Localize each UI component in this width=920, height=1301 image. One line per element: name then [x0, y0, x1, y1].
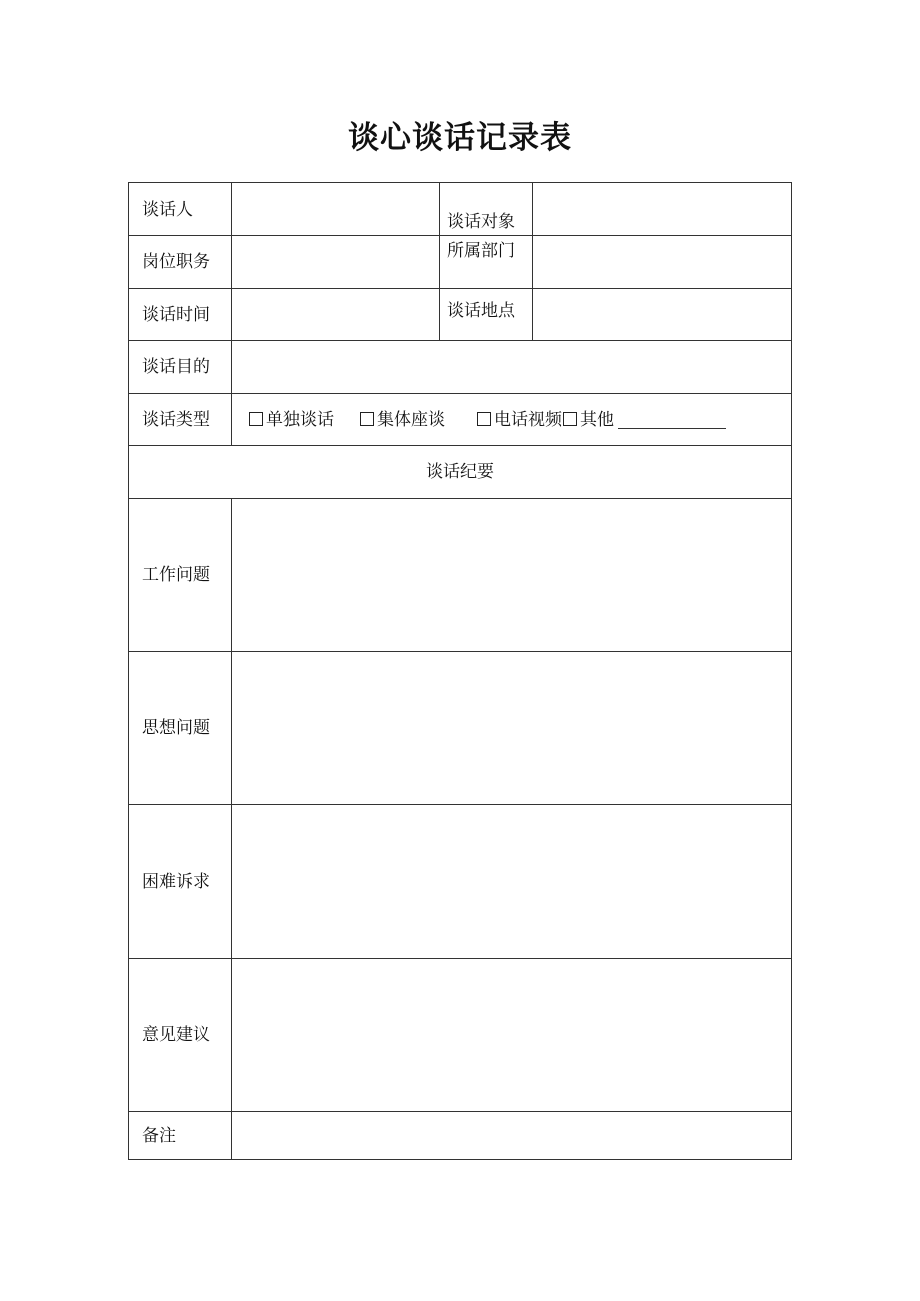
option-other[interactable]	[562, 409, 614, 431]
remark-field[interactable]	[232, 1112, 792, 1160]
option-phone-video[interactable]	[477, 409, 562, 431]
page-title: 谈心谈话记录表	[348, 120, 572, 156]
option-phone-video-label: 电话视频	[494, 409, 562, 430]
talk-record-form	[128, 182, 792, 1160]
row-purpose	[129, 341, 792, 394]
suggestion-field[interactable]	[232, 959, 792, 1112]
summary-header: 谈话纪要	[129, 446, 792, 499]
thought-field[interactable]	[232, 652, 792, 805]
purpose-field[interactable]	[232, 341, 792, 394]
difficulty-field[interactable]	[232, 805, 792, 959]
time-label: 谈话时间	[129, 289, 232, 341]
location-field[interactable]	[533, 289, 792, 341]
option-group-label: 集体座谈	[377, 409, 445, 430]
position-field[interactable]	[232, 236, 440, 289]
time-field[interactable]	[232, 289, 440, 341]
other-blank-line[interactable]	[618, 411, 726, 429]
row-suggestion	[129, 959, 792, 1112]
thought-label: 思想问题	[129, 652, 232, 805]
option-individual[interactable]	[249, 409, 334, 431]
difficulty-label: 困难诉求	[129, 805, 232, 959]
location-label: 谈话地点	[440, 289, 533, 341]
option-other-label: 其他	[580, 409, 614, 430]
row-remark	[129, 1112, 792, 1160]
row-type	[129, 394, 792, 446]
row-position	[129, 236, 792, 289]
checkbox-phone-video[interactable]	[477, 412, 491, 426]
purpose-label: 谈话目的	[129, 341, 232, 394]
row-thought	[129, 652, 792, 805]
row-talker	[129, 183, 792, 236]
option-group[interactable]	[360, 409, 445, 431]
suggestion-label: 意见建议	[129, 959, 232, 1112]
target-label: 谈话对象	[440, 183, 533, 236]
checkbox-other[interactable]	[563, 412, 577, 426]
row-time	[129, 289, 792, 341]
type-options	[232, 394, 792, 446]
row-summary-header	[129, 446, 792, 499]
work-field[interactable]	[232, 499, 792, 652]
talker-field[interactable]	[232, 183, 440, 236]
department-field[interactable]	[533, 236, 792, 289]
checkbox-group[interactable]	[360, 412, 374, 426]
row-difficulty	[129, 805, 792, 959]
talker-label: 谈话人	[129, 183, 232, 236]
row-work	[129, 499, 792, 652]
option-individual-label: 单独谈话	[266, 409, 334, 430]
position-label: 岗位职务	[129, 236, 232, 289]
work-label: 工作问题	[129, 499, 232, 652]
target-field[interactable]	[533, 183, 792, 236]
department-label: 所属部门	[440, 236, 533, 289]
type-label: 谈话类型	[129, 394, 232, 446]
checkbox-individual[interactable]	[249, 412, 263, 426]
remark-label: 备注	[129, 1112, 232, 1160]
